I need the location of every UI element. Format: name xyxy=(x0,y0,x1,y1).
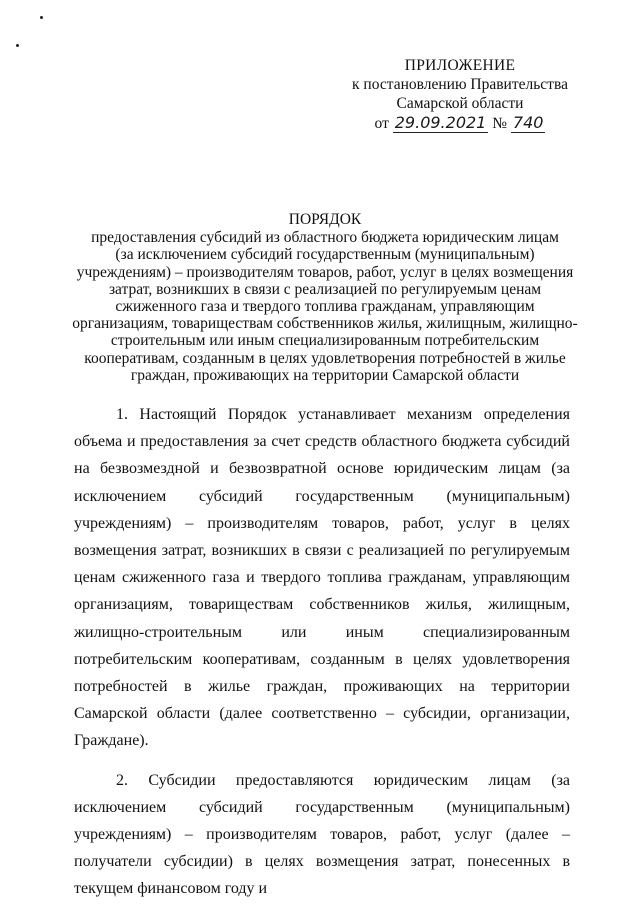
order-subtitle-line: кооперативам, созданным в целях удовлетворения потребностей в жилье xyxy=(84,349,566,367)
order-subtitle-line: (за исключением субсидий государственным (муниципальным) xyxy=(115,246,535,264)
appendix-line: Самарской области xyxy=(396,95,524,112)
appendix-date-line xyxy=(330,113,590,133)
paragraph: 1. Настоящий Порядок устанавливает механизм определения объема и предоставления за счет средств областного бюджета субсидий на безвозмездной и безвозвратной основе юридическим лицам (за исключением субсидий государственным (муниципальным) учреждениям) – производителям товаров, работ, услуг в целях возмещения затрат, возникших в связи с реализацией по регулируемым ценам сжиженного газа и твердого топлива гражданам, управляющим организациям, товариществам собственников жилья, жилищным, жилищно-строительным или иным специализированным потребительским кооперативам, созданным в целях удовлетворения потребностей в жилье граждан, проживающих на территории Самарской области (далее соответственно – субсидии, организации, Граждане). xyxy=(74,406,570,750)
number-sign: № xyxy=(492,115,508,132)
order-subtitle-line: учреждениям) – производителям товаров, работ, услуг в целях возмещения xyxy=(76,263,574,281)
document-body xyxy=(74,401,570,915)
appendix-line: к постановлению Правительства xyxy=(352,76,568,93)
order-subtitle-line: сжиженного газа и твердого топлива гражданам, управляющим xyxy=(115,298,535,316)
order-subtitle-line: строительным или иным специализированным потребительским xyxy=(110,332,540,350)
date-prefix: от xyxy=(374,115,389,132)
scan-speck xyxy=(16,44,19,47)
appendix-title: ПРИЛОЖЕНИЕ xyxy=(404,57,516,74)
order-subtitle-line: граждан, проживающих на территории Самарской области xyxy=(130,366,520,384)
order-subtitle-line: предоставления субсидий из областного бюджета юридическим лицам xyxy=(91,229,559,247)
order-heading xyxy=(70,211,580,384)
order-subtitle-line: затрат, возникших в связи с реализацией по регулируемым ценам xyxy=(108,280,542,298)
scan-speck xyxy=(40,16,43,19)
order-title: ПОРЯДОК xyxy=(288,211,362,228)
handwritten-date: 29.09.2021 xyxy=(394,113,487,132)
appendix-header xyxy=(330,56,590,133)
order-subtitle-line: организациям, товариществам собственников жилья, жилищным, жилищно- xyxy=(72,315,578,333)
handwritten-number: 740 xyxy=(512,113,544,132)
paragraph: 2. Субсидии предоставляются юридическим лицам (за исключением субсидий государственным (муниципальным) учреждениям) – производителям товаров, работ, услуг (далее – получатели субсидии) в целях возмещения затрат, понесенных в текущем финансовом году и xyxy=(74,771,570,898)
